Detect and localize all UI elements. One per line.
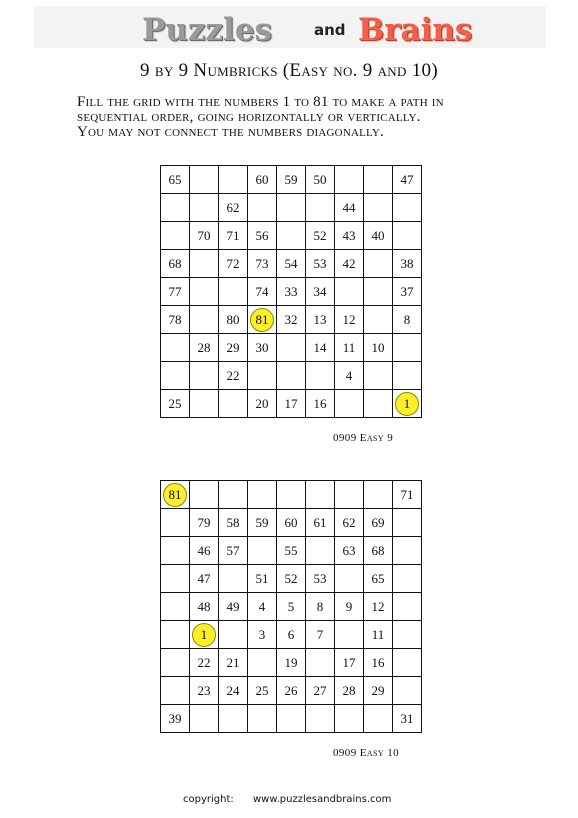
grid-cell[interactable]: 22	[219, 362, 248, 390]
highlighted-number-circle: 81	[163, 483, 187, 507]
grid-cell[interactable]	[393, 677, 422, 705]
grid-cell[interactable]	[190, 250, 219, 278]
grid-cell[interactable]: 6	[277, 621, 306, 649]
highlighted-number-circle: 1	[395, 392, 419, 416]
instructions	[77, 95, 547, 140]
grid-cell[interactable]	[219, 166, 248, 194]
grid-cell[interactable]: 79	[190, 509, 219, 537]
grid-cell[interactable]	[161, 362, 190, 390]
grid-cell[interactable]: 29	[364, 677, 393, 705]
grid-cell[interactable]: 65	[364, 565, 393, 593]
grid-cell[interactable]	[306, 194, 335, 222]
grid-cell[interactable]: 21	[219, 649, 248, 677]
grid-cell[interactable]	[219, 565, 248, 593]
site-header	[34, 6, 546, 48]
grid-cell[interactable]	[393, 621, 422, 649]
grid-cell[interactable]	[277, 362, 306, 390]
grid-cell[interactable]: 7	[306, 621, 335, 649]
grid-cell[interactable]	[248, 362, 277, 390]
grid-cell[interactable]	[393, 334, 422, 362]
grid-cell[interactable]: 30	[248, 334, 277, 362]
grid-cell[interactable]: 48	[190, 593, 219, 621]
grid-cell[interactable]: 47	[190, 565, 219, 593]
grid-cell[interactable]	[190, 705, 219, 733]
instruction-line-2: sequential order, going horizontally or vertically.	[77, 109, 421, 125]
grid-cell[interactable]: 8	[393, 306, 422, 334]
grid-cell[interactable]: 63	[335, 537, 364, 565]
grid-cell[interactable]: 59	[248, 509, 277, 537]
grid-row	[161, 621, 422, 649]
grid-cell[interactable]	[393, 222, 422, 250]
grid-cell[interactable]: 13	[306, 306, 335, 334]
grid-cell[interactable]	[248, 705, 277, 733]
grid-cell[interactable]: 77	[161, 278, 190, 306]
grid-cell[interactable]: 53	[306, 250, 335, 278]
page-title: 9 by 9 Numbricks (Easy no. 9 and 10)	[140, 60, 438, 81]
grid-cell[interactable]: 72	[219, 250, 248, 278]
grid-cell[interactable]	[335, 621, 364, 649]
grid-cell[interactable]	[161, 565, 190, 593]
grid-cell[interactable]	[219, 621, 248, 649]
copyright-label: copyright:	[183, 794, 234, 805]
grid-cell[interactable]: 3	[248, 621, 277, 649]
grid-cell[interactable]	[393, 593, 422, 621]
grid-cell[interactable]: 28	[190, 334, 219, 362]
grid-cell[interactable]	[393, 537, 422, 565]
grid-cell[interactable]: 70	[190, 222, 219, 250]
grid-row	[161, 334, 422, 362]
grid-cell[interactable]: 4	[335, 362, 364, 390]
grid-cell[interactable]	[306, 705, 335, 733]
grid-row	[161, 222, 422, 250]
grid-cell[interactable]	[277, 705, 306, 733]
grid-cell[interactable]: 78	[161, 306, 190, 334]
grid-cell[interactable]: 73	[248, 250, 277, 278]
grid-cell[interactable]: 62	[335, 509, 364, 537]
grid-cell[interactable]: 22	[190, 649, 219, 677]
grid-row	[161, 250, 422, 278]
highlighted-number-circle: 1	[192, 623, 216, 647]
grid-cell[interactable]	[161, 621, 190, 649]
grid-cell[interactable]: 57	[219, 537, 248, 565]
grid-cell[interactable]	[219, 705, 248, 733]
grid-cell[interactable]: 38	[393, 250, 422, 278]
grid-cell[interactable]: 62	[219, 194, 248, 222]
logo-brains-text: Brains	[358, 12, 473, 48]
grid-cell[interactable]	[364, 481, 393, 509]
grid-cell[interactable]: 9	[335, 593, 364, 621]
grid-cell[interactable]	[190, 306, 219, 334]
grid-cell[interactable]	[161, 194, 190, 222]
grid-cell[interactable]	[219, 390, 248, 418]
grid-row	[161, 509, 422, 537]
grid-cell[interactable]: 29	[219, 334, 248, 362]
grid-row	[161, 705, 422, 733]
grid-cell[interactable]: 52	[306, 222, 335, 250]
grid-cell[interactable]: 12	[335, 306, 364, 334]
grid-cell[interactable]: 54	[277, 250, 306, 278]
grid-cell[interactable]: 24	[219, 677, 248, 705]
grid-cell[interactable]	[364, 194, 393, 222]
logo-and-text: and	[314, 21, 346, 39]
grid-cell[interactable]	[277, 481, 306, 509]
grid-cell[interactable]: 74	[248, 278, 277, 306]
grid-cell[interactable]: 40	[364, 222, 393, 250]
grid-cell[interactable]: 56	[248, 222, 277, 250]
grid-cell[interactable]	[161, 334, 190, 362]
grid-cell[interactable]	[364, 278, 393, 306]
puzzle-caption-easy-9: 0909 Easy 9	[333, 432, 394, 444]
grid-cell[interactable]	[161, 649, 190, 677]
grid-cell[interactable]: 43	[335, 222, 364, 250]
grid-cell[interactable]: 17	[277, 390, 306, 418]
grid-cell[interactable]	[335, 565, 364, 593]
grid-cell[interactable]: 31	[393, 705, 422, 733]
grid-cell[interactable]: 25	[161, 390, 190, 418]
grid-row	[161, 565, 422, 593]
grid-cell[interactable]: 71	[393, 481, 422, 509]
grid-cell[interactable]	[161, 593, 190, 621]
grid-cell[interactable]: 8	[306, 593, 335, 621]
grid-cell[interactable]: 80	[219, 306, 248, 334]
grid-cell[interactable]: 71	[219, 222, 248, 250]
puzzle-grid-easy-9	[160, 165, 422, 418]
grid-cell[interactable]: 11	[364, 621, 393, 649]
grid-row	[161, 390, 422, 418]
grid-row	[161, 166, 422, 194]
grid-cell[interactable]	[277, 334, 306, 362]
site-url: www.puzzlesandbrains.com	[253, 794, 392, 805]
grid-cell[interactable]	[248, 537, 277, 565]
grid-cell[interactable]: 20	[248, 390, 277, 418]
grid-cell[interactable]: 17	[335, 649, 364, 677]
grid-cell[interactable]: 12	[364, 593, 393, 621]
grid-cell[interactable]: 69	[364, 509, 393, 537]
grid-cell[interactable]	[248, 481, 277, 509]
grid-cell[interactable]: 59	[277, 166, 306, 194]
grid-cell[interactable]: 33	[277, 278, 306, 306]
grid-cell[interactable]	[190, 390, 219, 418]
grid-cell[interactable]	[161, 509, 190, 537]
grid-cell[interactable]: 16	[364, 649, 393, 677]
grid-cell[interactable]: 4	[248, 593, 277, 621]
logo-puzzles-text: Puzzles	[142, 12, 273, 48]
grid-cell[interactable]: 50	[306, 166, 335, 194]
grid-cell[interactable]	[219, 278, 248, 306]
grid-cell[interactable]: 58	[219, 509, 248, 537]
grid-row	[161, 278, 422, 306]
grid-cell[interactable]	[277, 222, 306, 250]
grid-cell[interactable]	[393, 509, 422, 537]
grid-cell[interactable]	[190, 362, 219, 390]
instruction-line-1: Fill the grid with the numbers 1 to 81 to make a path in	[77, 94, 444, 110]
grid-cell[interactable]	[306, 537, 335, 565]
grid-cell[interactable]: 34	[306, 278, 335, 306]
grid-row	[161, 306, 422, 334]
grid-cell[interactable]: 16	[306, 390, 335, 418]
grid-cell[interactable]: 25	[248, 677, 277, 705]
grid-cell[interactable]: 51	[248, 565, 277, 593]
grid-cell[interactable]: 14	[306, 334, 335, 362]
grid-cell[interactable]	[161, 481, 190, 509]
grid-cell[interactable]	[161, 677, 190, 705]
grid-row	[161, 362, 422, 390]
grid-cell[interactable]: 44	[335, 194, 364, 222]
grid-row	[161, 593, 422, 621]
grid-cell[interactable]: 60	[277, 509, 306, 537]
grid-cell[interactable]	[335, 705, 364, 733]
instruction-line-3: You may not connect the numbers diagonally.	[77, 124, 384, 140]
grid-cell[interactable]: 11	[335, 334, 364, 362]
grid-cell[interactable]	[248, 306, 277, 334]
grid-cell[interactable]	[335, 278, 364, 306]
grid-cell[interactable]	[248, 649, 277, 677]
grid-cell[interactable]	[364, 705, 393, 733]
grid-cell[interactable]: 68	[161, 250, 190, 278]
grid-cell[interactable]	[364, 166, 393, 194]
grid-cell[interactable]	[248, 194, 277, 222]
grid-row	[161, 649, 422, 677]
grid-cell[interactable]	[190, 621, 219, 649]
puzzle-caption-easy-10: 0909 Easy 10	[333, 747, 400, 759]
grid-cell[interactable]	[335, 166, 364, 194]
grid-cell[interactable]	[393, 362, 422, 390]
highlighted-number-circle: 81	[250, 308, 274, 332]
grid-row	[161, 677, 422, 705]
grid-cell[interactable]: 28	[335, 677, 364, 705]
grid-cell[interactable]	[393, 649, 422, 677]
grid-cell[interactable]	[393, 565, 422, 593]
grid-cell[interactable]	[364, 390, 393, 418]
grid-cell[interactable]	[335, 390, 364, 418]
grid-cell[interactable]	[190, 194, 219, 222]
grid-cell[interactable]: 19	[277, 649, 306, 677]
grid-cell[interactable]: 47	[393, 166, 422, 194]
grid-cell[interactable]	[161, 222, 190, 250]
grid-cell[interactable]	[335, 481, 364, 509]
grid-cell[interactable]	[393, 194, 422, 222]
grid-cell[interactable]	[190, 166, 219, 194]
grid-cell[interactable]	[393, 390, 422, 418]
grid-cell[interactable]: 32	[277, 306, 306, 334]
grid-cell[interactable]	[306, 481, 335, 509]
grid-cell[interactable]	[364, 250, 393, 278]
grid-cell[interactable]: 23	[190, 677, 219, 705]
grid-cell[interactable]: 10	[364, 334, 393, 362]
grid-row	[161, 481, 422, 509]
grid-cell[interactable]: 61	[306, 509, 335, 537]
grid-cell[interactable]: 26	[277, 677, 306, 705]
grid-row	[161, 194, 422, 222]
grid-cell[interactable]	[219, 481, 248, 509]
grid-cell[interactable]: 65	[161, 166, 190, 194]
grid-cell[interactable]: 49	[219, 593, 248, 621]
grid-cell[interactable]: 42	[335, 250, 364, 278]
grid-cell[interactable]	[364, 362, 393, 390]
grid-cell[interactable]	[161, 537, 190, 565]
grid-cell[interactable]: 60	[248, 166, 277, 194]
grid-cell[interactable]: 68	[364, 537, 393, 565]
grid-cell[interactable]: 55	[277, 537, 306, 565]
grid-cell[interactable]	[190, 481, 219, 509]
grid-cell[interactable]	[306, 362, 335, 390]
grid-cell[interactable]: 53	[306, 565, 335, 593]
grid-cell[interactable]: 5	[277, 593, 306, 621]
grid-cell[interactable]: 46	[190, 537, 219, 565]
grid-cell[interactable]: 37	[393, 278, 422, 306]
grid-cell[interactable]	[277, 194, 306, 222]
puzzle-grid-easy-10	[160, 480, 422, 733]
grid-cell[interactable]	[190, 278, 219, 306]
grid-row	[161, 537, 422, 565]
grid-cell[interactable]	[306, 649, 335, 677]
grid-cell[interactable]: 27	[306, 677, 335, 705]
grid-cell[interactable]	[364, 306, 393, 334]
grid-cell[interactable]: 52	[277, 565, 306, 593]
grid-cell[interactable]: 39	[161, 705, 190, 733]
